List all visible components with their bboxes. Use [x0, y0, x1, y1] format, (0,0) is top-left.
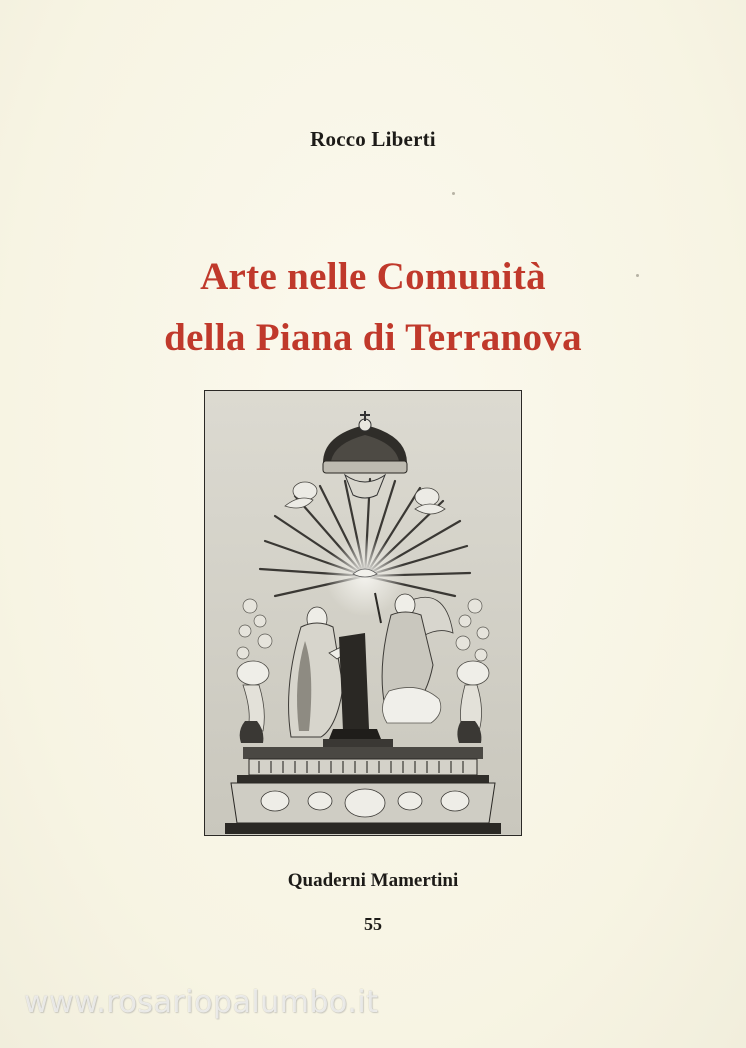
paper-speck — [452, 192, 455, 195]
series-name: Quaderni Mamertini — [287, 870, 459, 891]
website-watermark: www.rosariopalumbo.it — [24, 985, 379, 1020]
altar-base — [225, 747, 501, 834]
series-number: 55 — [364, 914, 382, 934]
annunciation-altar-illustration — [205, 391, 520, 834]
cover-photograph — [204, 390, 522, 836]
book-title-line-2: della Piana di Terranova — [164, 316, 582, 359]
book-title-line-1: Arte nelle Comunità — [200, 255, 546, 298]
author-name: Rocco Liberti — [310, 127, 436, 151]
